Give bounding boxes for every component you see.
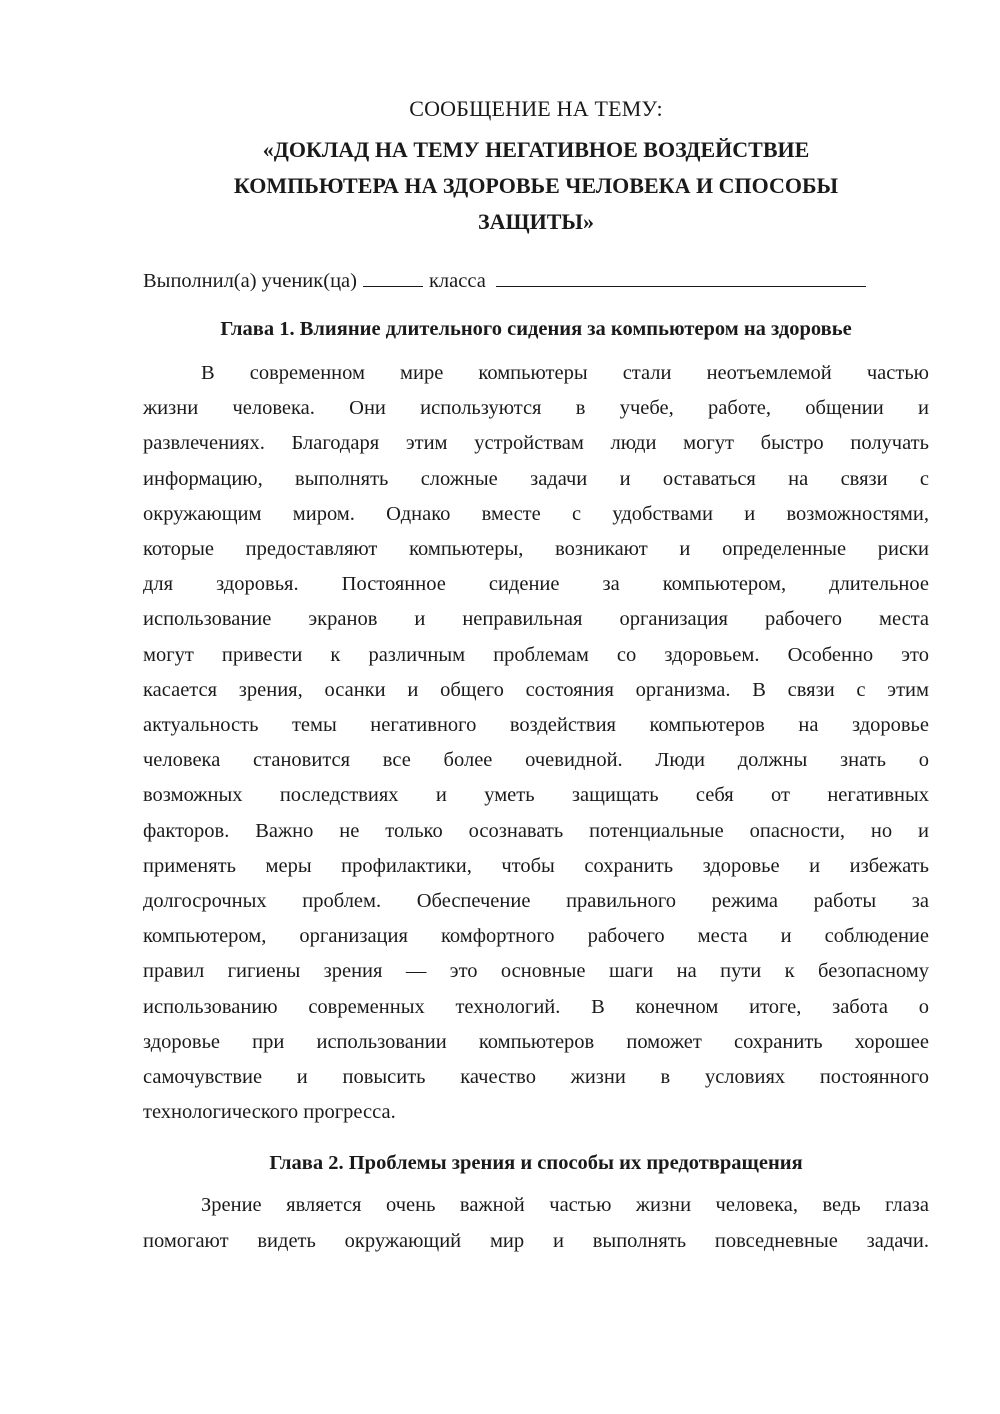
text-line: помогают видеть окружающий мир и выполнять повседневные задачи.	[143, 1229, 929, 1252]
text-line: здоровье при использовании компьютеров поможет сохранить хорошее	[143, 1030, 929, 1053]
class-number-blank	[363, 266, 423, 287]
text-line: могут привести к различным проблемам со здоровьем. Особенно это	[143, 643, 929, 666]
text-line: использование экранов и неправильная организация рабочего места	[143, 608, 929, 631]
text-line: человека становится все более очевидной. Люди должны знать о	[143, 749, 929, 772]
text-line: правил гигиены зрения — это основные шаги на пути к безопасному	[143, 960, 929, 983]
class-label: класса	[428, 270, 486, 292]
author-prefix: Выполнил(а) ученик(ца)	[143, 270, 357, 292]
subject-heading: СООБЩЕНИЕ НА ТЕМУ:	[409, 96, 663, 121]
chapter-1-paragraph	[143, 356, 929, 1130]
text-line: жизни человека. Они используются в учебе, работе, общении и	[143, 397, 929, 420]
text-line: актуальность темы негативного воздействия компьютеров на здоровье	[143, 714, 929, 737]
student-name-blank	[496, 266, 866, 287]
text-line: для здоровья. Постоянное сидение за компьютером, длительное	[143, 573, 929, 596]
text-line: Зрение является очень важной частью жизни человека, ведь глаза	[201, 1194, 929, 1217]
text-line: окружающим миром. Однако вместе с удобствами и возможностями,	[143, 502, 929, 525]
document-title: «ДОКЛАД НА ТЕМУ НЕГАТИВНОЕ ВОЗДЕЙСТВИЕ КОМПЬЮТЕРА НА ЗДОРОВЬЕ ЧЕЛОВЕКА И СПОСОБЫ ЗАЩИТЫ»	[233, 137, 839, 234]
text-line: самочувствие и повысить качество жизни в условиях постоянного	[143, 1066, 929, 1089]
text-line: компьютером, организация комфортного рабочего места и соблюдение	[143, 925, 929, 948]
text-line: технологического прогресса.	[143, 1101, 396, 1124]
text-line: использованию современных технологий. В конечном итоге, забота о	[143, 995, 929, 1018]
text-line: В современном мире компьютеры стали неотъемлемой частью	[201, 362, 929, 384]
text-line: информацию, выполнять сложные задачи и оставаться на связи с	[143, 467, 929, 490]
chapter-2-title: Глава 2. Проблемы зрения и способы их предотвращения	[269, 1152, 803, 1175]
text-line: развлечениях. Благодаря этим устройствам люди могут быстро получать	[143, 432, 929, 455]
document-page	[143, 92, 929, 1259]
text-line: применять меры профилактики, чтобы сохранить здоровье и избежать	[143, 854, 929, 877]
author-line	[143, 266, 929, 296]
chapter-1-title: Глава 1. Влияние длительного сидения за компьютером на здоровье	[220, 318, 852, 340]
text-line: которые предоставляют компьютеры, возникают и определенные риски	[143, 538, 929, 561]
text-line: возможных последствиях и уметь защищать себя от негативных	[143, 784, 929, 807]
chapter-2-paragraph	[143, 1188, 929, 1258]
text-line: долгосрочных проблем. Обеспечение правильного режима работы за	[143, 890, 929, 913]
text-line: касается зрения, осанки и общего состояния организма. В связи с этим	[143, 678, 929, 701]
text-line: факторов. Важно не только осознавать потенциальные опасности, но и	[143, 819, 929, 842]
